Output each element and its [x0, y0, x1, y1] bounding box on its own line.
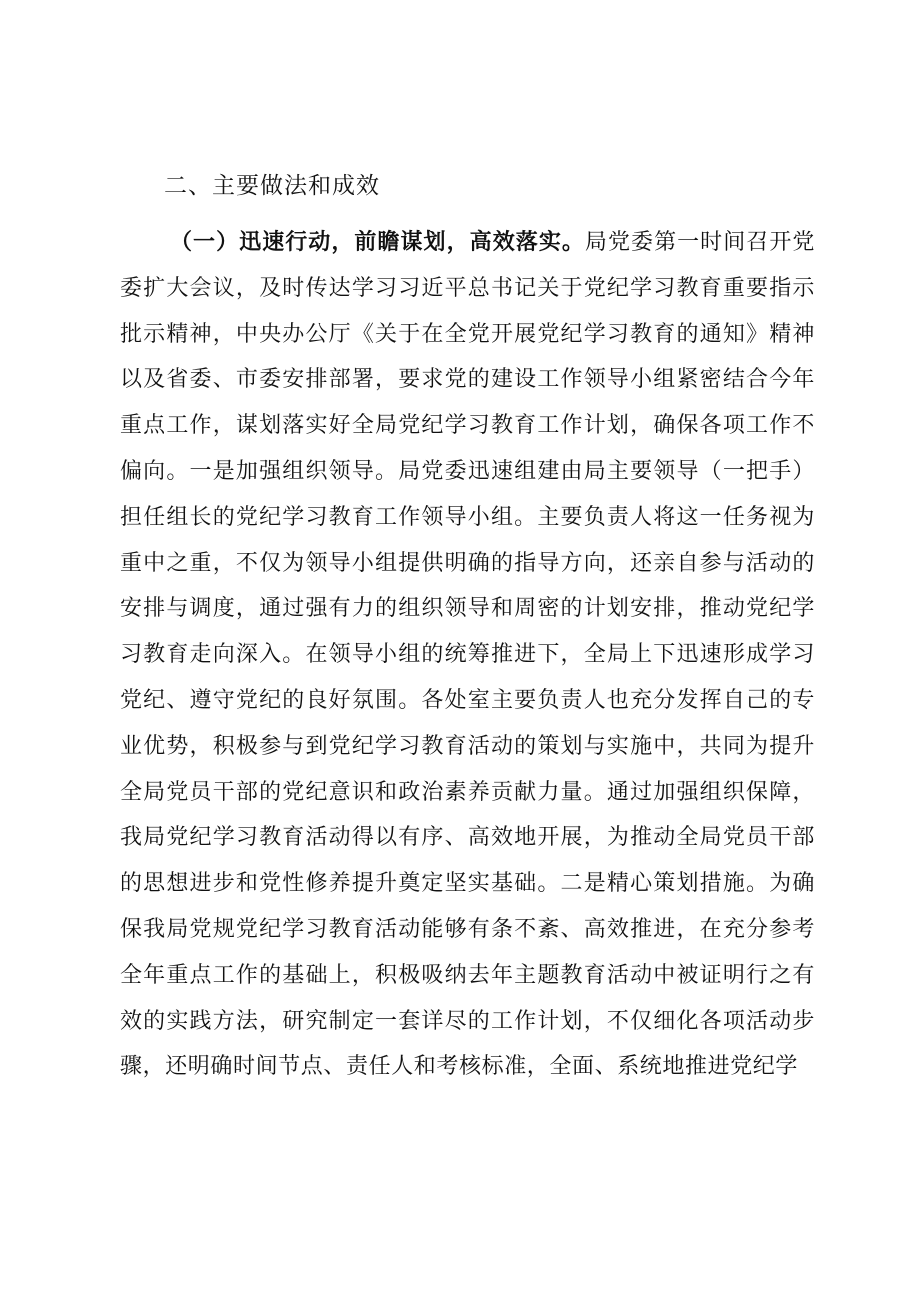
paragraph-lead: （一）迅速行动，前瞻谋划，高效落实。 [170, 230, 585, 255]
body-paragraph [120, 220, 815, 1090]
paragraph-text: 局党委第一时间召开党委扩大会议，及时传达学习习近平总书记关于党纪学习教育重要指示批示精神，中央办公厅《关于在全党开展党纪学习教育的通知》精神以及省委、市委安排部署，要求党的建设工作领导小组紧密结合今年重点工作，谋划落实好全局党纪学习教育工作计划，确保各项工作不偏向。一是加强组织领导。局党委迅速组建由局主要领导（一把手）担任组长的党纪学习教育工作领导小组。主要负责人将这一任务视为重中之重，不仅为领导小组提供明确的指导方向，还亲自参与活动的安排与调度，通过强有力的组织领导和周密的计划安排，推动党纪学习教育走向深入。在领导小组的统筹推进下，全局上下迅速形成学习党纪、遵守党纪的良好氛围。各处室主要负责人也充分发挥自己的专业优势，积极参与到党纪学习教育活动的策划与实施中，共同为提升全局党员干部的党纪意识和政治素养贡献力量。通过加强组织保障，我局党纪学习教育活动得以有序、高效地开展，为推动全局党员干部的思想进步和党性修养提升奠定坚实基础。二是精心策划措施。为确保我局党规党纪学习教育活动能够有条不紊、高效推进，在充分参考全年重点工作的基础上，积极吸纳去年主题教育活动中被证明行之有效的实践方法，研究制定一套详尽的工作计划，不仅细化各项活动步骤，还明确时间节点、责任人和考核标准，全面、系统地推进党纪学 [120, 230, 815, 1080]
section-heading: 二、主要做法和成效 [164, 173, 380, 199]
